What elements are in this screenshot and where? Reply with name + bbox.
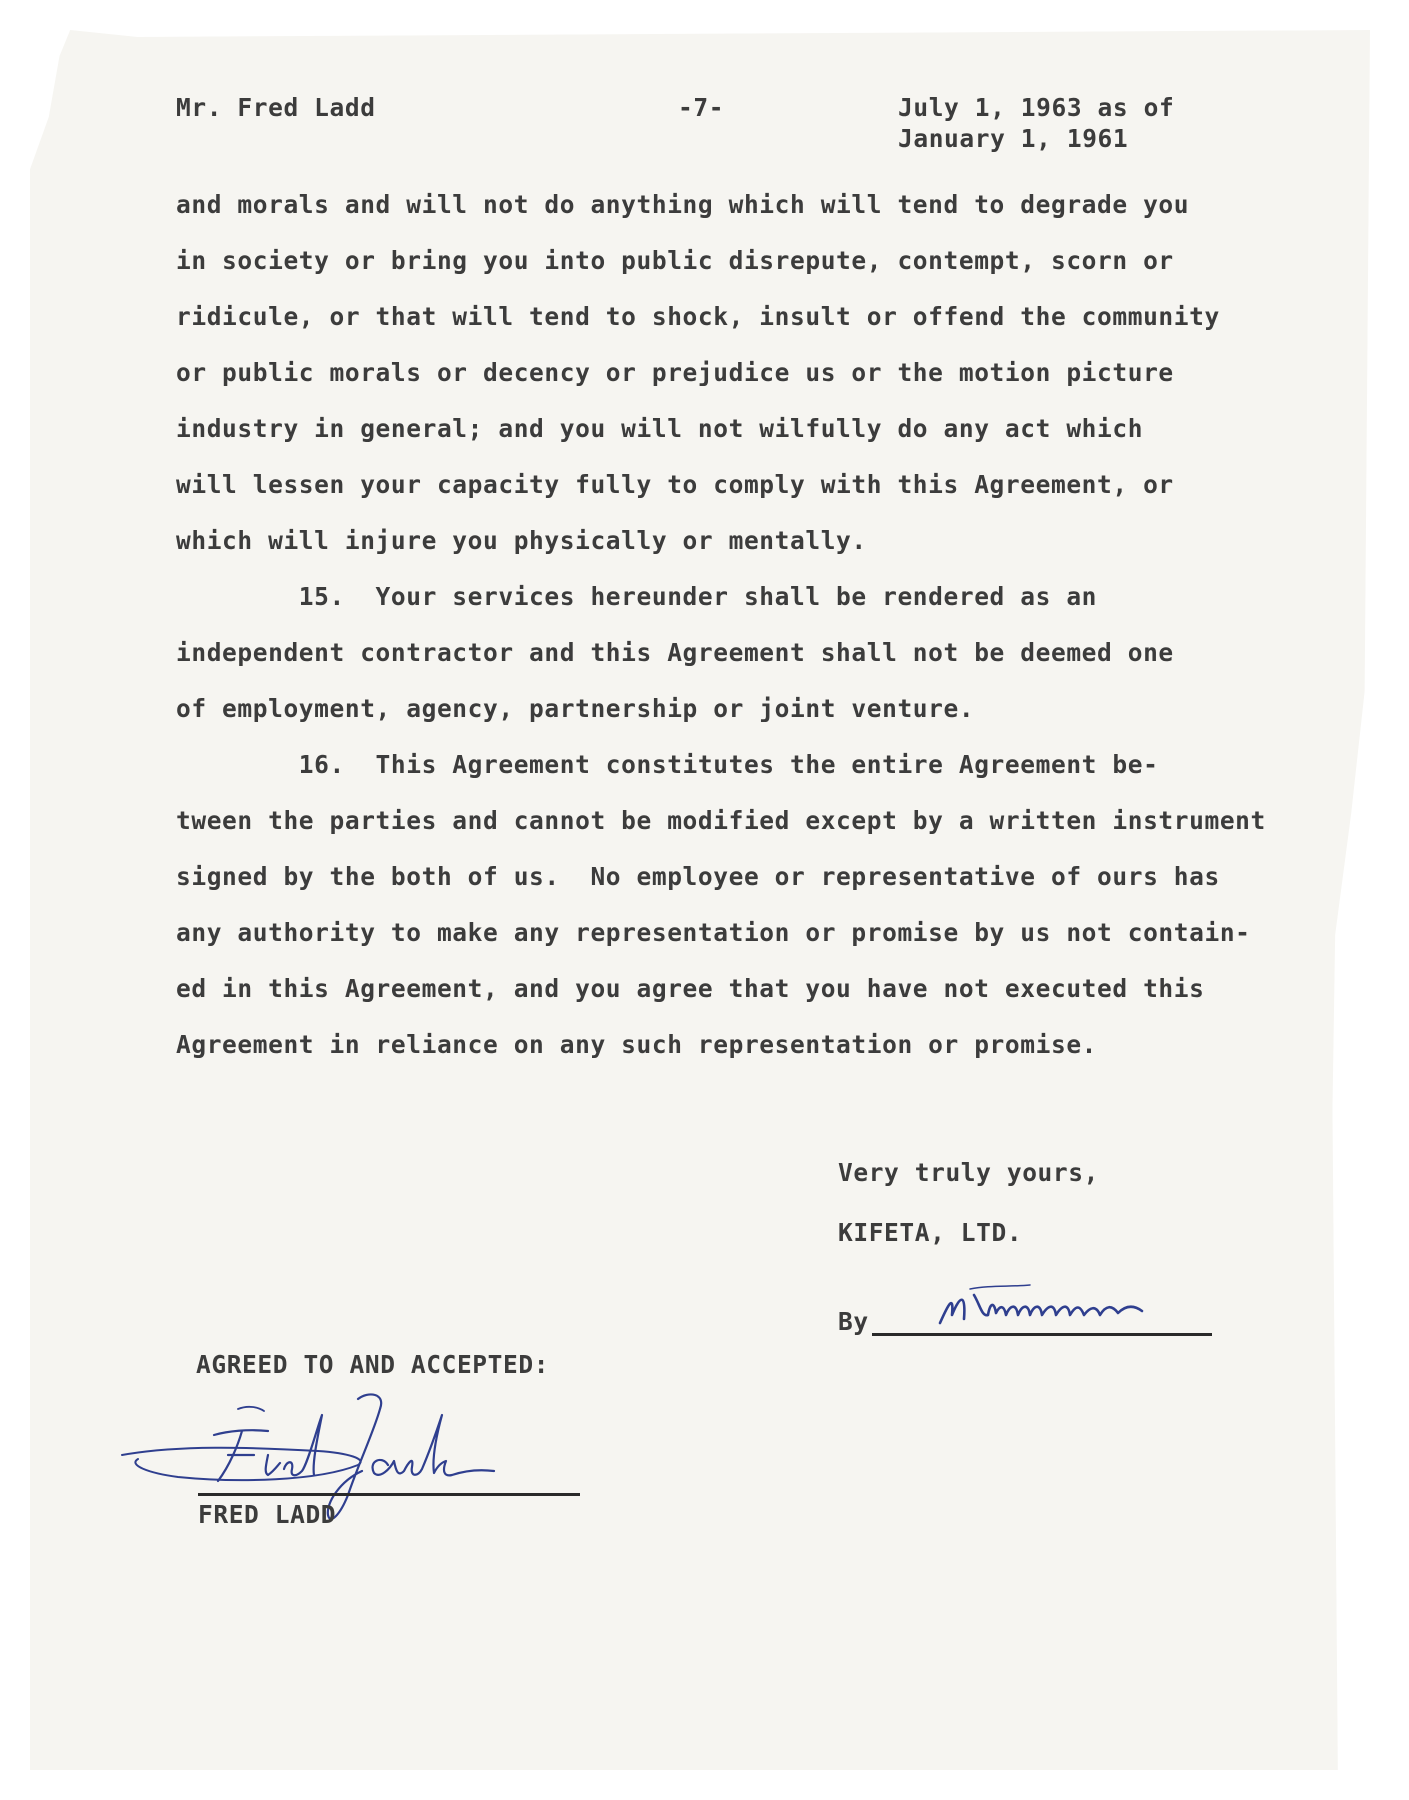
date-line-2: January 1, 1961	[898, 124, 1129, 153]
body-line: which will injure you physically or mentally.	[176, 526, 867, 555]
signer-signature	[118, 1385, 578, 1535]
body-line: independent contractor and this Agreement shall not be deemed one	[176, 638, 1174, 667]
page-number: -7-	[678, 93, 725, 122]
body-line: ed in this Agreement, and you agree that you have not executed this	[176, 974, 1205, 1003]
body-line: tween the parties and cannot be modified except by a written instrument	[176, 806, 1266, 835]
body-line: industry in general; and you will not wilfully do any act which	[176, 414, 1144, 443]
body-line: signed by the both of us. No employee or representative of ours has	[176, 862, 1220, 891]
paragraph-15-line: 15. Your services hereunder shall be rendered as an	[176, 582, 1098, 611]
body-line: of employment, agency, partnership or joint venture.	[176, 694, 975, 723]
signer-name: FRED LADD	[198, 1500, 337, 1529]
signer-signature-line	[198, 1493, 580, 1496]
body-line: will lessen your capacity fully to comply with this Agreement, or	[176, 470, 1174, 499]
body-line: in society or bring you into public disrepute, contempt, scorn or	[176, 246, 1174, 275]
body-line: or public morals or decency or prejudice us or the motion picture	[176, 358, 1174, 387]
company-name: KIFETA, LTD.	[838, 1218, 1023, 1247]
addressee: Mr. Fred Ladd	[176, 93, 376, 122]
acceptance-heading: AGREED TO AND ACCEPTED:	[196, 1350, 550, 1379]
company-signature	[930, 1275, 1210, 1345]
letter-body	[176, 177, 1306, 1073]
date-line-1: July 1, 1963 as of	[898, 93, 1175, 122]
paragraph-16-line: 16. This Agreement constitutes the entire Agreement be-	[176, 750, 1159, 779]
by-label: By	[838, 1307, 869, 1336]
closing-salutation: Very truly yours,	[838, 1158, 1099, 1187]
body-line: any authority to make any representation or promise by us not contain-	[176, 918, 1251, 947]
body-line: and morals and will not do anything which will tend to degrade you	[176, 190, 1190, 219]
body-line: ridicule, or that will tend to shock, insult or offend the community	[176, 302, 1220, 331]
body-line: Agreement in reliance on any such representation or promise.	[176, 1030, 1098, 1059]
